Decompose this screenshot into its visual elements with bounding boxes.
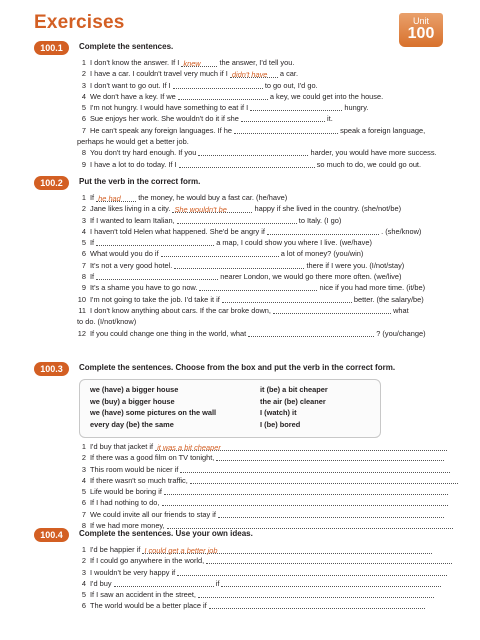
list-item: 2 Jane likes living in a city. She wouldn't be happy if she lived in the country. (she/not/be) bbox=[81, 204, 402, 215]
list-item-continuation: perhaps he would get a better job. bbox=[77, 137, 189, 147]
exercise-100-3 bbox=[34, 362, 454, 531]
answer-blank[interactable]: he had bbox=[96, 193, 136, 202]
list-item: 3 I don't want to go out. If I to go out, I'd go. bbox=[81, 80, 318, 90]
answer-blank[interactable] bbox=[248, 328, 374, 337]
list-item: 10 I'm not going to take the job. I'd take it if better. (the salary/be) bbox=[77, 294, 424, 304]
list-item: 7 It's not a very good hotel. there if I were you. (I/not/stay) bbox=[81, 260, 405, 270]
unit-label: Unit bbox=[412, 16, 429, 26]
list-item: 2 If I could go anywhere in the world, bbox=[77, 555, 457, 566]
answer-blank[interactable] bbox=[114, 578, 214, 587]
answer-blank[interactable] bbox=[174, 260, 304, 269]
answer-blank[interactable] bbox=[164, 486, 448, 495]
list-item: 4 If there wasn't so much traffic, bbox=[77, 475, 457, 486]
answer-blank[interactable] bbox=[180, 464, 450, 473]
answer-blank[interactable] bbox=[96, 237, 214, 246]
list-item: 3 If I wanted to learn Italian, to Italy. (I go) bbox=[81, 215, 342, 225]
answer-blank[interactable]: didn't have bbox=[230, 69, 278, 78]
word-box bbox=[79, 379, 381, 438]
list-item: 8 You don't try hard enough. If you harder, you would have more success. bbox=[81, 148, 437, 158]
list-item: 5 Life would be boring if bbox=[77, 486, 457, 497]
list-item: 7 We could invite all our friends to stay if bbox=[77, 509, 457, 520]
answer-blank[interactable] bbox=[241, 113, 325, 122]
list-item: 1 If he had the money, he would buy a fast car. (he/have) bbox=[81, 193, 288, 203]
answer-blank[interactable] bbox=[216, 452, 444, 461]
answer-blank[interactable] bbox=[198, 589, 434, 598]
list-item: 3 I wouldn't be very happy if bbox=[77, 567, 457, 578]
answer-blank[interactable] bbox=[162, 497, 448, 506]
answer-blank[interactable]: knew bbox=[181, 58, 217, 67]
list-item: 4 We don't have a key. If we a key, we could get into the house. bbox=[81, 91, 384, 101]
answer-blank[interactable] bbox=[198, 147, 308, 156]
list-item: 4 I'd buy if bbox=[77, 578, 457, 589]
exercise-instruction: Complete the sentences. bbox=[79, 42, 174, 51]
list-item: 6 What would you do if a lot of money? (you/win) bbox=[81, 249, 364, 259]
answer-blank[interactable] bbox=[206, 555, 452, 564]
answer-blank[interactable] bbox=[177, 567, 447, 576]
answer-blank[interactable] bbox=[273, 305, 391, 314]
list-item: 5 If I saw an accident in the street, bbox=[77, 589, 457, 600]
exercise-instruction: Complete the sentences. Use your own ideas. bbox=[79, 529, 253, 538]
answer-blank[interactable] bbox=[96, 271, 218, 280]
list-item: 6 Sue enjoys her work. She wouldn't do it if she it. bbox=[81, 114, 333, 124]
exercise-number-badge: 100.3 bbox=[34, 362, 69, 376]
answer-blank[interactable]: I could get a better job bbox=[142, 545, 432, 554]
answer-blank[interactable] bbox=[209, 600, 425, 609]
list-item: 2 I have a car. I couldn't travel very much if I didn't have a car. bbox=[81, 69, 298, 80]
unit-number: 100 bbox=[407, 25, 435, 42]
list-item: 6 If I had nothing to do, bbox=[77, 497, 457, 508]
answer-blank[interactable] bbox=[234, 125, 338, 134]
list-item: 9 It's a shame you have to go now. nice if you had more time. (it/be) bbox=[81, 283, 426, 293]
word-box-right-column: it (be) a bit cheaper the air (be) cleaner I (watch) it I (be) bored bbox=[260, 385, 328, 429]
word-box-left-column: we (have) a bigger house we (buy) a bigger house we (have) some pictures on the wall every day (be) the same bbox=[90, 385, 217, 429]
answer-blank[interactable] bbox=[267, 226, 379, 235]
answer-blank[interactable]: it was a bit cheaper bbox=[155, 442, 447, 451]
exercise-100-2 bbox=[34, 176, 454, 340]
list-item: 1 I'd buy that jacket if it was a bit cheaper bbox=[77, 441, 457, 452]
answer-blank[interactable] bbox=[190, 475, 458, 484]
page-title: Exercises bbox=[34, 12, 125, 33]
list-item: 7 He can't speak any foreign languages. If he speak a foreign language, bbox=[81, 125, 426, 135]
answer-blank[interactable] bbox=[178, 91, 268, 100]
exercise-number-badge: 100.1 bbox=[34, 41, 69, 55]
answer-blank[interactable] bbox=[222, 294, 352, 303]
list-item: 9 I have a lot to do today. If I so much to do, we could go out. bbox=[81, 159, 422, 169]
list-item: 11 I don't know anything about cars. If the car broke down, what bbox=[78, 305, 409, 315]
exercise-instruction: Put the verb in the correct form. bbox=[79, 177, 201, 186]
list-item: 3 This room would be nicer if bbox=[77, 464, 457, 475]
list-item: 1 I'd be happier if I could get a better job bbox=[77, 544, 457, 555]
exercise-100-4 bbox=[34, 528, 454, 618]
list-item: 1 I don't know the answer. If I knew the answer, I'd tell you. bbox=[81, 58, 295, 68]
exercise-number-badge: 100.2 bbox=[34, 176, 69, 190]
answer-blank[interactable] bbox=[221, 578, 441, 587]
answer-blank[interactable] bbox=[218, 509, 444, 518]
list-item: 12 If you could change one thing in the world, what ? (you/change) bbox=[77, 328, 426, 338]
answer-blank[interactable]: She wouldn't be bbox=[172, 204, 252, 213]
answer-blank[interactable] bbox=[179, 159, 315, 168]
exercise-number-badge: 100.4 bbox=[34, 528, 69, 542]
list-item: 8 If we had more money, bbox=[77, 520, 457, 531]
list-item: 6 The world would be a better place if bbox=[77, 600, 457, 611]
answer-blank[interactable] bbox=[161, 248, 279, 257]
list-item: 4 I haven't told Helen what happened. She'd be angry if . (she/know) bbox=[81, 226, 422, 236]
answer-blank[interactable] bbox=[177, 215, 297, 224]
list-item: 8 If nearer London, we would go there more often. (we/live) bbox=[81, 272, 402, 282]
list-item-continuation: to do. (I/not/know) bbox=[77, 317, 137, 327]
list-item: 2 If there was a good film on TV tonight, bbox=[77, 452, 457, 463]
exercise-instruction: Complete the sentences. Choose from the box and put the verb in the correct form. bbox=[79, 363, 396, 372]
list-item: 5 If a map, I could show you where I live. (we/have) bbox=[81, 238, 372, 248]
answer-blank[interactable] bbox=[250, 102, 342, 111]
answer-blank[interactable] bbox=[199, 282, 317, 291]
list-item: 5 I'm not hungry. I would have something to eat if I hungry. bbox=[81, 103, 369, 113]
exercise-100-1 bbox=[34, 41, 454, 176]
answer-blank[interactable] bbox=[173, 80, 263, 89]
